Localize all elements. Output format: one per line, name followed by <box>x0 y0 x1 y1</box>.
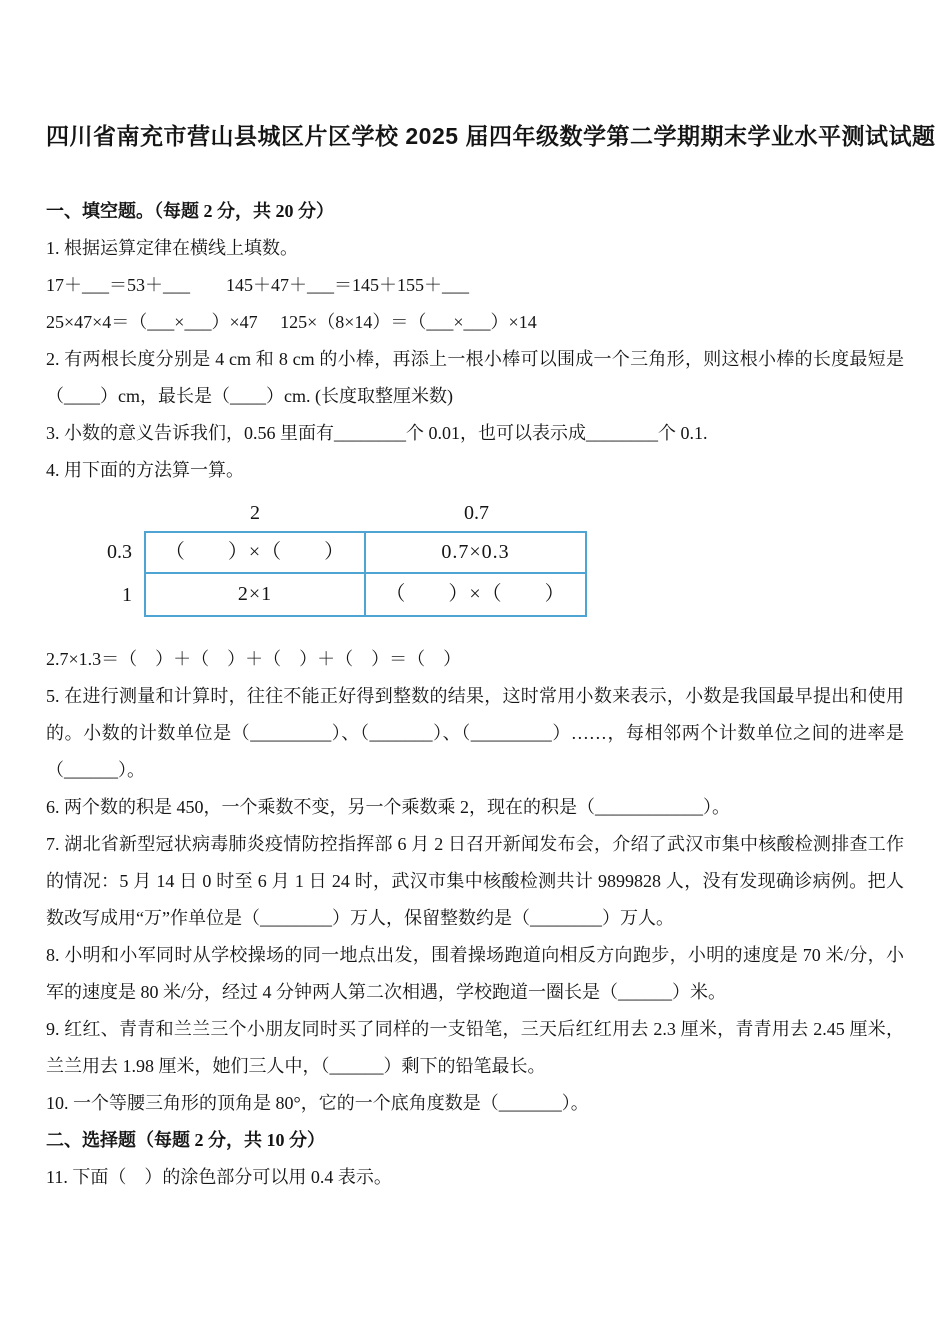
q9-text: 9. 红红、青青和兰兰三个小朋友同时买了同样的一支铅笔，三天后红红用去 2.3 厘米，青青用去 2.45 厘米，兰兰用去 1.98 厘米，她们三人中，（______）剩下的铅笔最长。 <box>46 1019 904 1076</box>
q6-text: 6. 两个数的积是 450，一个乘数不变，另一个乘数乘 2，现在的积是（____________）。 <box>46 797 730 817</box>
q1-formula-line1: 17＋___＝53＋___ 145＋47＋___＝145＋155＋___ <box>46 275 469 295</box>
method-table <box>92 495 904 617</box>
q4-decomposition-formula: 2.7×1.3＝（ ）＋（ ）＋（ ）＋（ ）＝（ ） <box>46 649 462 669</box>
table-cell-r0c0: （ ）×（ ） <box>144 531 366 574</box>
q3-text: 3. 小数的意义告诉我们，0.56 里面有________个 0.01，也可以表示成________个 0.1. <box>46 423 708 443</box>
q2-text: 2. 有两根长度分别是 4 cm 和 8 cm 的小棒，再添上一根小棒可以围成一个三角形，则这根小棒的长度最短是（____）cm，最长是（____）cm. (长度取整厘米数) <box>46 349 904 406</box>
q1-formula-line2: 25×47×4＝（___×___）×47 125×（8×14）＝（___×___）×14 <box>46 312 537 332</box>
q7-text: 7. 湖北省新型冠状病毒肺炎疫情防控指挥部 6 月 2 日召开新闻发布会，介绍了武汉市集中核酸检测排查工作的情况：5 月 14 日 0 时至 6 月 1 日 24 时，武汉市集中核酸检测共计 9899828 人，没有发现确诊病例。把人数改写成用“万”作单位是（________）万人，保留整数约是（________）万人。 <box>46 834 904 928</box>
table-cell-r0c1: 0.7×0.3 <box>366 531 587 574</box>
q10-text: 10. 一个等腰三角形的顶角是 80°，它的一个底角度数是（_______）。 <box>46 1093 589 1113</box>
table-cell-r1c0: 2×1 <box>144 574 366 617</box>
q1-intro: 1. 根据运算定律在横线上填数。 <box>46 238 298 258</box>
table-row-header-0_3: 0.3 <box>107 541 132 563</box>
q4-intro: 4. 用下面的方法算一算。 <box>46 460 244 480</box>
q11-text: 11. 下面（ ）的涂色部分可以用 0.4 表示。 <box>46 1167 392 1187</box>
q5-text: 5. 在进行测量和计算时，往往不能正好得到整数的结果，这时常用小数来表示，小数是我国最早提出和使用的。小数的计数单位是（_________）、（_______）、（_________）……，每相邻两个计数单位之间的进率是（______）。 <box>46 686 904 780</box>
table-col-header-0_7: 0.7 <box>464 501 489 524</box>
q8-text: 8. 小明和小军同时从学校操场的同一地点出发，围着操场跑道向相反方向跑步，小明的速度是 70 米/分，小军的速度是 80 米/分，经过 4 分钟两人第二次相遇，学校跑道一圈长是（______）米。 <box>46 945 904 1002</box>
section-choice-heading: 二、选择题（每题 2 分，共 10 分） <box>46 1130 325 1150</box>
table-corner-spacer <box>92 495 144 531</box>
table-row-header-1: 1 <box>122 584 132 606</box>
page-title: 四川省南充市营山县城区片区学校 2025 届四年级数学第二学期期末学业水平测试试题 <box>46 123 936 149</box>
table-cell-r1c1: （ ）×（ ） <box>366 574 587 617</box>
exam-body <box>46 193 904 1196</box>
table-col-header-2: 2 <box>250 501 260 524</box>
section-fill-heading: 一、填空题。（每题 2 分，共 20 分） <box>46 201 334 221</box>
